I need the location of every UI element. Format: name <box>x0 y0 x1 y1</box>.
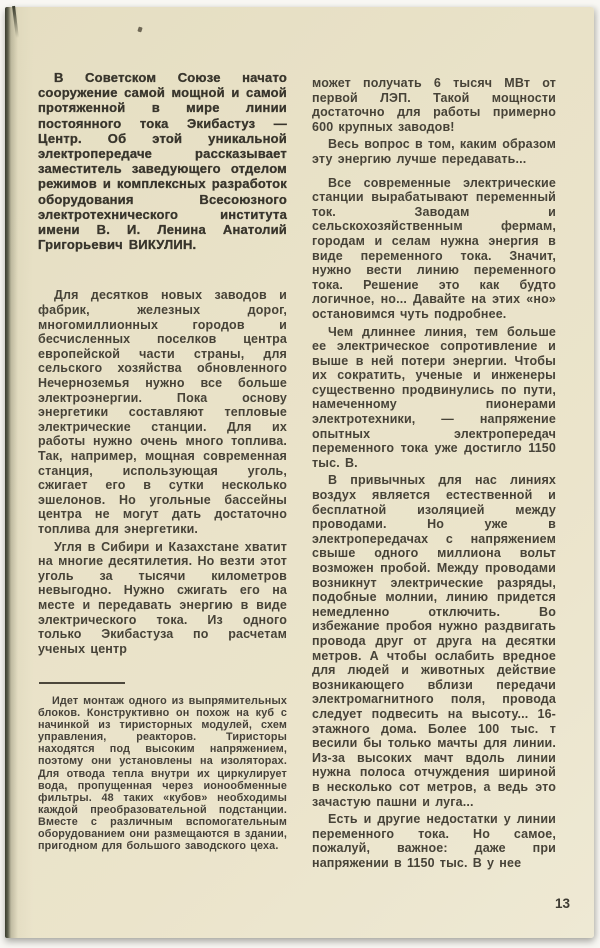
page-binding-edge <box>12 6 19 38</box>
footnote-block <box>38 682 287 852</box>
intro-paragraph: В Советском Союзе начато сооружение самой мощной и самой протяженной в мире линии постоянного тока Экибастуз — Центр. Об этой уникальной электропередаче рассказывает заместитель заведующего отделом режимов и комплексных разработок оборудования Всесоюзного электротехнического института имени В. И. Ленина Анатолий Григорьевич ВИКУЛИН. <box>38 70 287 253</box>
left-column <box>38 70 287 910</box>
body-paragraph: Чем длиннее линия, тем больше ее электрическое сопротивление и выше в ней потери энергии. Чтобы их сократить, ученые и инженеры существенно продвинулись по пути, намеченному пионерами электротехники, — напряжение опытных электропередач переменного тока уже достигло 1150 тыс. В. <box>312 324 556 470</box>
text-columns <box>38 70 556 910</box>
body-paragraph: Все современные электрические станции вырабатывают переменный ток. Заводам и сельскохозяйственным фермам, городам и селам нужна энергия в виде переменного тока. Значит, нужно вести линию переменного тока. Решение это как будто логичное, но... Давайте на этих «но» остановимся чуть подробнее. <box>312 175 556 321</box>
paper-speck <box>137 27 142 33</box>
body-paragraph: Весь вопрос в том, каким образом эту энергию лучше передавать... <box>312 137 556 166</box>
body-paragraph: может получать 6 тысяч МВт от первой ЛЭП. Такой мощности достаточно для работы примерно 600 крупных заводов! <box>312 76 556 134</box>
body-paragraph: В привычных для нас линиях воздух является естественной и бесплатной изоляцией между проводами. Но уже в электропередачах с напряжением свыше одного миллиона вольт возможен пробой. Между проводами возникнут электрические разряды, подобные молнии, линию придется немедленно отключить. Во избежание пробоя нужно раздвигать провода друг от друга на десятки метров. А чтобы ослабить вредное для людей и животных действие возникающего вблизи передачи электромагнитного поля, провода следует подвесить на высоту... 16-этажного дома. Более 100 тыс. т весили бы только мачты для линии. Из-за высоких мачт вдоль линии нужна полоса отчуждения шириной в несколько сот метров, а ведь это зачастую пашни и луга... <box>312 473 556 809</box>
footnote-text: Идет монтаж одного из выпрямительных блоков. Конструктивно он похож на куб с начинкой из тиристорных модулей, схем управления, реакторов. Тиристоры находятся под высоким напряжением, поэтому они установлены на изоляторах. Для отвода тепла внутри их циркулирует вода, пропущенная через ионообменные фильтры. 48 таких «кубов» необходимы каждой преобразовательной подстанции. Вместе с различным вспомогательным оборудованием они размещаются в здании, пригодном для большого заводского цеха. <box>38 695 287 853</box>
footnote-divider <box>39 682 125 684</box>
body-paragraph: Есть и другие недостатки у линии переменного тока. Но самое, пожалуй, важное: даже при напряжении в 1150 тыс. В у нее <box>312 812 556 870</box>
body-paragraph: Для десятков новых заводов и фабрик, железных дорог, многомиллионных городов и бесчисленных поселков центра европейской части страны, для сельского хозяйства обновленного Нечерноземья нужно все больше электроэнергии. Пока основу энергетики составляют тепловые электрические станции. Для их работы нужно очень много топлива. Так, например, мощная современная станция, использующая уголь, сжигает его в сутки несколько эшелонов. Но угольные бассейны центра не могут дать достаточно топлива для энергетики. <box>38 288 287 536</box>
page-number: 13 <box>554 896 570 911</box>
body-paragraph: Угля в Сибири и Казахстане хватит на многие десятилетия. Но везти этот уголь за тысячи километров невыгодно. Нужно сжигать его на месте и передавать энергию в виде электрического тока. Из одного только Экибастуза по расчетам ученых центр <box>38 539 287 656</box>
right-column <box>312 70 556 910</box>
paper-sheet <box>5 7 594 938</box>
